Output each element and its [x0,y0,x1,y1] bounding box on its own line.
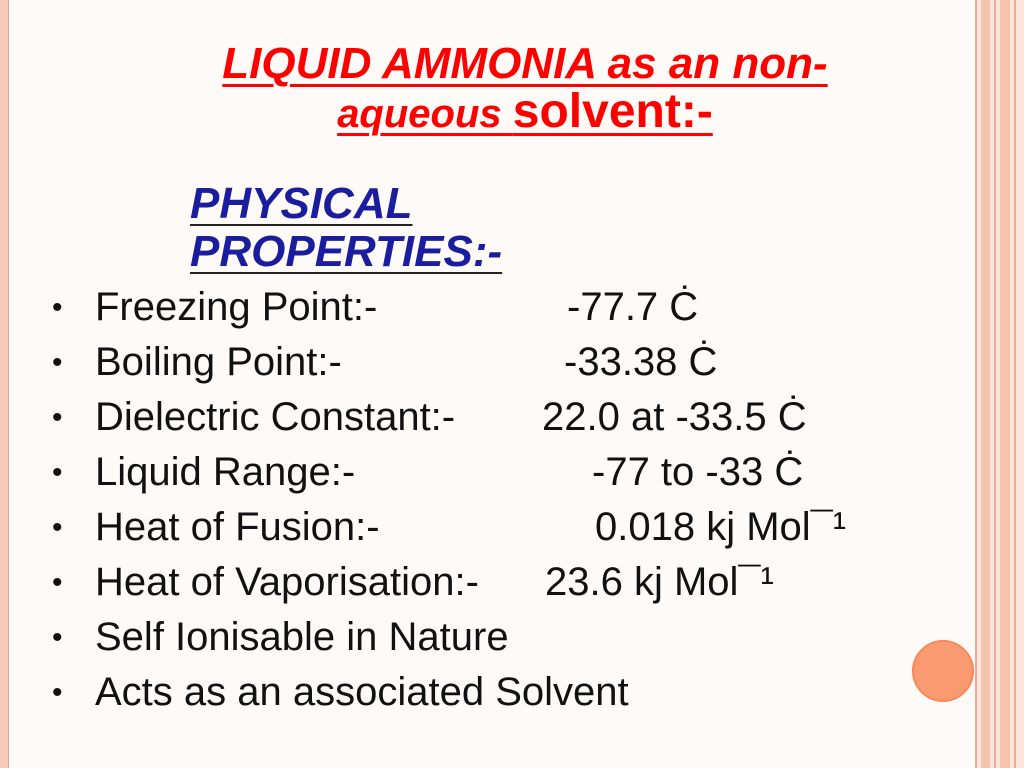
title-line-2-b: solvent:- [512,85,713,138]
list-item [50,610,930,665]
list-item [50,390,930,445]
bullet-icon: • [52,401,63,434]
bullet-icon: • [52,291,63,324]
property-label: Freezing Point:- [95,285,378,329]
frame-stripe [994,0,996,768]
bullet-icon: • [52,621,63,654]
list-item [50,500,930,555]
property-label: Boiling Point:- [95,340,342,384]
property-label: Acts as an associated Solvent [95,670,629,714]
title-line-2-a: aqueous [337,92,513,136]
frame-stripe [1000,0,1010,768]
bullet-icon: • [52,511,63,544]
property-value: -77 to -33 Ċ [592,450,804,494]
decorative-circle [912,640,974,702]
property-value: 0.018 kj Mol¯¹ [595,505,847,549]
list-item [50,445,930,500]
property-value: -77.7 Ċ [567,285,699,329]
section-heading-line-1: PHYSICAL [190,179,413,228]
list-item [50,335,930,390]
title-line-2 [150,85,900,138]
property-label: Heat of Fusion:- [95,505,380,549]
property-value: -33.38 Ċ [564,340,718,384]
frame-stripe [975,0,977,768]
section-heading [190,180,590,276]
property-label: Heat of Vaporisation:- [95,560,479,604]
section-heading-line-2: PROPERTIES:- [190,227,503,276]
list-item [50,665,930,720]
list-item [50,555,930,610]
property-label: Dielectric Constant:- [95,395,456,439]
frame-left-border [0,0,8,768]
property-list [50,280,930,720]
bullet-icon: • [52,456,63,489]
title-line-1: LIQUID AMMONIA as an non- [222,39,828,88]
property-label: Liquid Range:- [95,450,356,494]
property-value: 22.0 at -33.5 Ċ [542,395,807,439]
bullet-icon: • [52,676,63,709]
slide-title [150,40,900,138]
property-value: 23.6 kj Mol¯¹ [545,560,774,604]
bullet-icon: • [52,566,63,599]
bullet-icon: • [52,346,63,379]
list-item [50,280,930,335]
frame-stripe [1014,0,1016,768]
frame-stripe [981,0,990,768]
property-label: Self Ionisable in Nature [95,615,509,659]
